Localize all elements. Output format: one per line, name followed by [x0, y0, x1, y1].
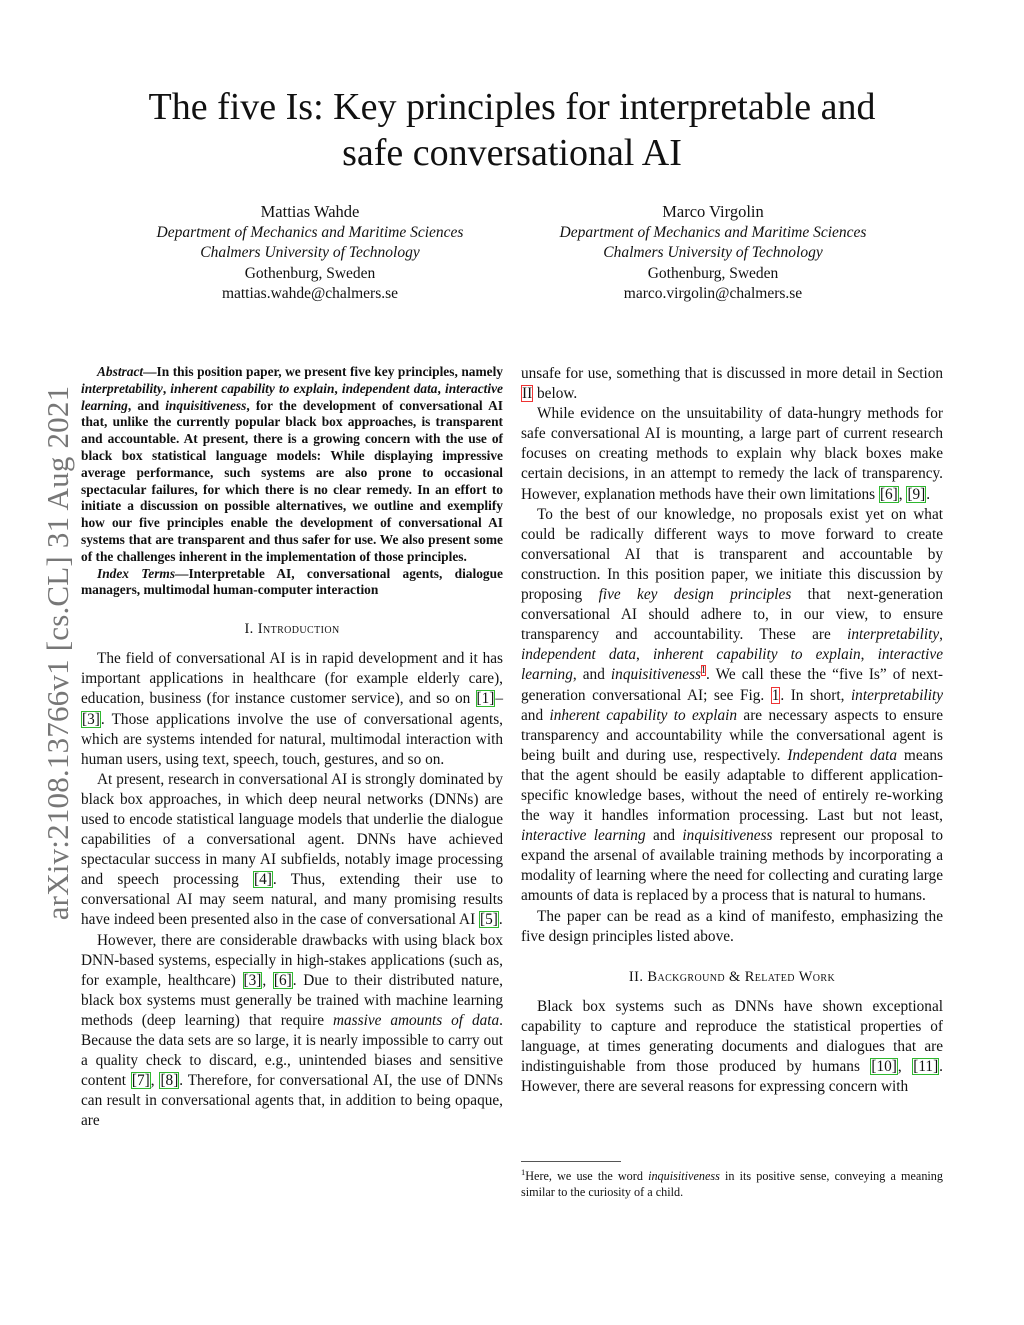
title-line-2: safe conversational AI: [342, 132, 682, 174]
citation-link[interactable]: [6]: [273, 971, 292, 989]
author-department: Department of Mechanics and Maritime Sciences: [156, 223, 464, 241]
intro-paragraph-1: The field of conversational AI is in rapid development and it has important applications in healthcare (for example elderly care), education, business (for instance customer service), and so on [1]–[3]. Those applications involve the use of conversational agents, which are systems intended for natural, multimodal interaction with human users, using text, speech, touch, gestures, and so on.: [81, 650, 503, 768]
footnote-mark: 1: [521, 1166, 526, 1177]
right-paragraph-4: Black box systems such as DNNs have shown exceptional capability to capture and reproduce the statistical properties of language, at times generating documents and dialogues that are indistinguishable from those produced by humans [10], [11]. However, there are several reasons for expressing concern with: [521, 997, 943, 1096]
author-block-1: [110, 202, 510, 305]
citation-link[interactable]: [8]: [160, 1072, 179, 1090]
author-university: Chalmers University of Technology: [603, 244, 823, 262]
section-link[interactable]: II: [522, 385, 533, 403]
section-heading: I. Introduction: [244, 621, 340, 638]
index-terms-label: Index Terms: [97, 565, 176, 581]
footnote-link[interactable]: 1: [701, 665, 706, 677]
citation-link[interactable]: [3]: [243, 971, 262, 989]
section-heading: II. Background & Related Work: [628, 968, 836, 985]
author-name: Marco Virgolin: [662, 202, 764, 221]
right-paragraph-0: unsafe for use, something that is discussed in more detail in Section II below.: [521, 365, 943, 403]
citation-link[interactable]: [10]: [871, 1058, 897, 1076]
citation-link[interactable]: [1]: [476, 690, 495, 708]
intro-paragraph-3: However, there are considerable drawbacks with using black box DNN-based systems, especially in high-stakes applications (such as, for example, healthcare) [3], [6]. Due to their distributed nature, black box systems must generally be trained with machine learning methods (deep learning) that require massive amounts of data. Because the data sets are so large, it is nearly impossible to carry out a quality check to discard, e.g., unintended biases and sensitive content [7], [8]. Therefore, for conversational AI, the use of DNNs can result in conversational agents that, in addition to being opaque, are: [81, 931, 503, 1130]
abstract-label: Abstract: [97, 364, 144, 379]
abstract: Abstract—In this position paper, we present five key principles, namely interpretability, inherent capability to explain, independent data, interactive learning, and inquisitiveness, for the development of conversational AI that, unlike the currently popular black box approaches, is transparent and accountable. At present, there is a growing concern with the use of black box statistical language models: While displaying impressive average performance, such systems are also prone to occasional spectacular failures, for which there is no clear remedy. In an effort to initiate a discussion on possible alternatives, we outline and exemplify how our five principles enable the development of conversational AI systems that are transparent and thus safer for use. We also present some of the challenges inherent in the implementation of those principles.: [81, 364, 503, 564]
intro-paragraph-2: At present, research in conversational AI is strongly dominated by black box approaches, in which deep neural networks (DNNs) are used to encode statistical language models that underlie the dialogue capabilities of a conversational agent. DNNs have achieved spectacular success in many AI subfields, notably image processing and speech processing [4]. Thus, extending their use to conversational AI may seem natural, and many promising results have indeed been presented also in the case of conversational AI [5].: [81, 770, 503, 929]
footnote: $^1$Here, we use the word inquisitiveness in its positive sense, conveying a meaning similar to the curiosity of a child.: [521, 1166, 943, 1199]
citation-link[interactable]: [6]: [879, 485, 898, 503]
author-email[interactable]: marco.virgolin@chalmers.se: [623, 285, 803, 303]
citation-link[interactable]: [3]: [82, 710, 100, 728]
author-department: Department of Mechanics and Maritime Sciences: [559, 223, 867, 241]
figure-link[interactable]: 1: [771, 686, 780, 704]
right-paragraph-3: The paper can be read as a kind of manifesto, emphasizing the five design principles listed above.: [521, 907, 943, 945]
paper-title: [80, 84, 944, 176]
citation-link[interactable]: [7]: [131, 1072, 150, 1090]
right-column: [521, 364, 943, 1097]
author-email[interactable]: mattias.wahde@chalmers.se: [221, 285, 399, 303]
index-terms: Index Terms—Interpretable AI, conversational agents, dialogue managers, multimodal human-computer interaction: [81, 565, 504, 598]
author-block-2: [513, 202, 913, 305]
author-name: Mattias Wahde: [260, 202, 360, 221]
citation-link[interactable]: [11]: [913, 1058, 939, 1076]
right-paragraph-1: While evidence on the unsuitability of data-hungry methods for safe conversational AI is mounting, a large part of current research focuses on creating methods to explain why black boxes make certain decisions, in an attempt to remedy the lack of transparency. However, explanation methods have their own limitations [6], [9].: [521, 405, 943, 503]
author-city: Gothenburg, Sweden: [244, 264, 376, 282]
citation-link[interactable]: [5]: [480, 911, 498, 929]
citation-link[interactable]: [4]: [254, 871, 272, 889]
arxiv-stamp: arXiv:2108.13766v1 [cs.CL] 31 Aug 2021: [40, 385, 75, 921]
footnote-rule: [521, 1161, 621, 1162]
author-city: Gothenburg, Sweden: [647, 264, 779, 282]
right-paragraph-2: To the best of our knowledge, no proposals exist yet on what could be radically different ways to move forward to create conversational AI that is transparent and accountable by construction. In this position paper, we initiate this discussion by proposing five key design principles that next-generation conversational AI should adhere to, in our view, to ensure transparency and accountability. These are interpretability, independent data, inherent capability to explain, interactive learning, and inquisitiveness$^1$. We call these the “five Is” of next-generation conversational AI; see Fig. 1. In short, interpretability and inherent capability to explain are necessary aspects to ensure transparency and accountability while the conversational agent is being built and during use, respectively. Independent data means that the agent should be easily adaptable to different application-specific knowledge bases, without the need of entirely re-working the way it handles information processing. Last but not least, interactive learning and inquisitiveness represent our proposal to expand the arsenal of available training methods by incorporating a modality of learning where the need for collecting and curating large amounts of data is replaced by a process that is natural to humans.: [521, 505, 943, 905]
title-line-1: The five Is: Key principles for interpretable and: [148, 86, 876, 128]
citation-link[interactable]: [9]: [907, 485, 926, 503]
left-column: [81, 364, 503, 1132]
author-university: Chalmers University of Technology: [200, 244, 420, 262]
